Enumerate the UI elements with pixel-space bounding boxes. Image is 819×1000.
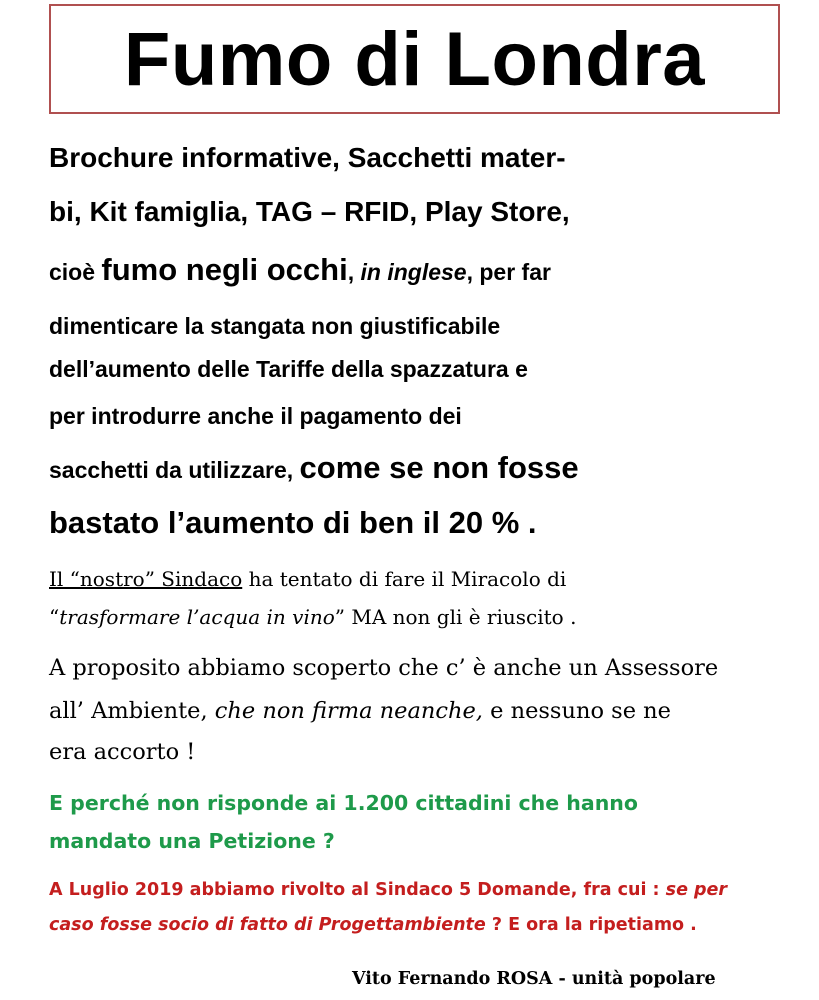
body-line-8: bastato l’aumento di ben il 20 % . [49,505,537,540]
green-question-line1: E perché non risponde ai 1.200 cittadini che hanno [49,791,638,815]
italic-text: in inglese [360,259,467,285]
text-segment: ? E ora la ripetiamo . [485,915,697,935]
body-line-5: dell’aumento delle Tariffe della spazzatura e [49,356,528,382]
green-question-line2: mandato una Petizione ? [49,829,335,853]
italic-text: trasformare l’acqua in vino [59,605,335,629]
body-line-3 [49,252,551,288]
text-segment: cioè [49,259,102,285]
text-segment: ” MA non gli è riuscito . [334,605,577,629]
body-line-1: Brochure informative, Sacchetti mater- [49,142,566,173]
italic-text: se per [665,880,728,900]
serif-para2-line3: era accorto ! [49,739,196,765]
italic-text: caso fosse socio di fatto di Progettambiente [49,915,486,935]
serif-para2-line2 [49,698,671,724]
body-line-4: dimenticare la stangata non giustificabile [49,313,501,339]
text-segment: , per far [466,259,551,285]
text-segment: , [347,259,361,285]
serif-para1-line2 [49,605,576,629]
signature: Vito Fernando ROSA - unità popolare [352,969,716,989]
text-segment: all’ Ambiente, [49,698,215,724]
text-segment: e nessuno se ne [482,698,671,724]
red-note-line1 [49,880,727,900]
title-frame [49,4,780,114]
emphasis-text: come se non fosse [299,450,579,485]
emphasis-text: fumo negli occhi [101,252,348,287]
body-line-6: per introdurre anche il pagamento dei [49,403,462,429]
text-segment: “ [49,605,60,629]
underlined-text: Il “nostro” Sindaco [49,567,243,591]
serif-para1-line1 [49,567,566,591]
text-segment: ha tentato di fare il Miracolo di [242,567,567,591]
red-note-line2 [49,915,697,935]
italic-text: che non firma neanche, [214,698,483,724]
body-line-7 [49,450,579,486]
serif-para2-line1: A proposito abbiamo scoperto che c’ è anche un Assessore [49,655,719,681]
text-segment: sacchetti da utilizzare, [49,457,300,483]
body-line-2: bi, Kit famiglia, TAG – RFID, Play Store, [49,196,570,227]
text-segment: A Luglio 2019 abbiamo rivolto al Sindaco 5 Domande, fra cui : [49,880,666,900]
page-title: Fumo di Londra [123,16,706,102]
